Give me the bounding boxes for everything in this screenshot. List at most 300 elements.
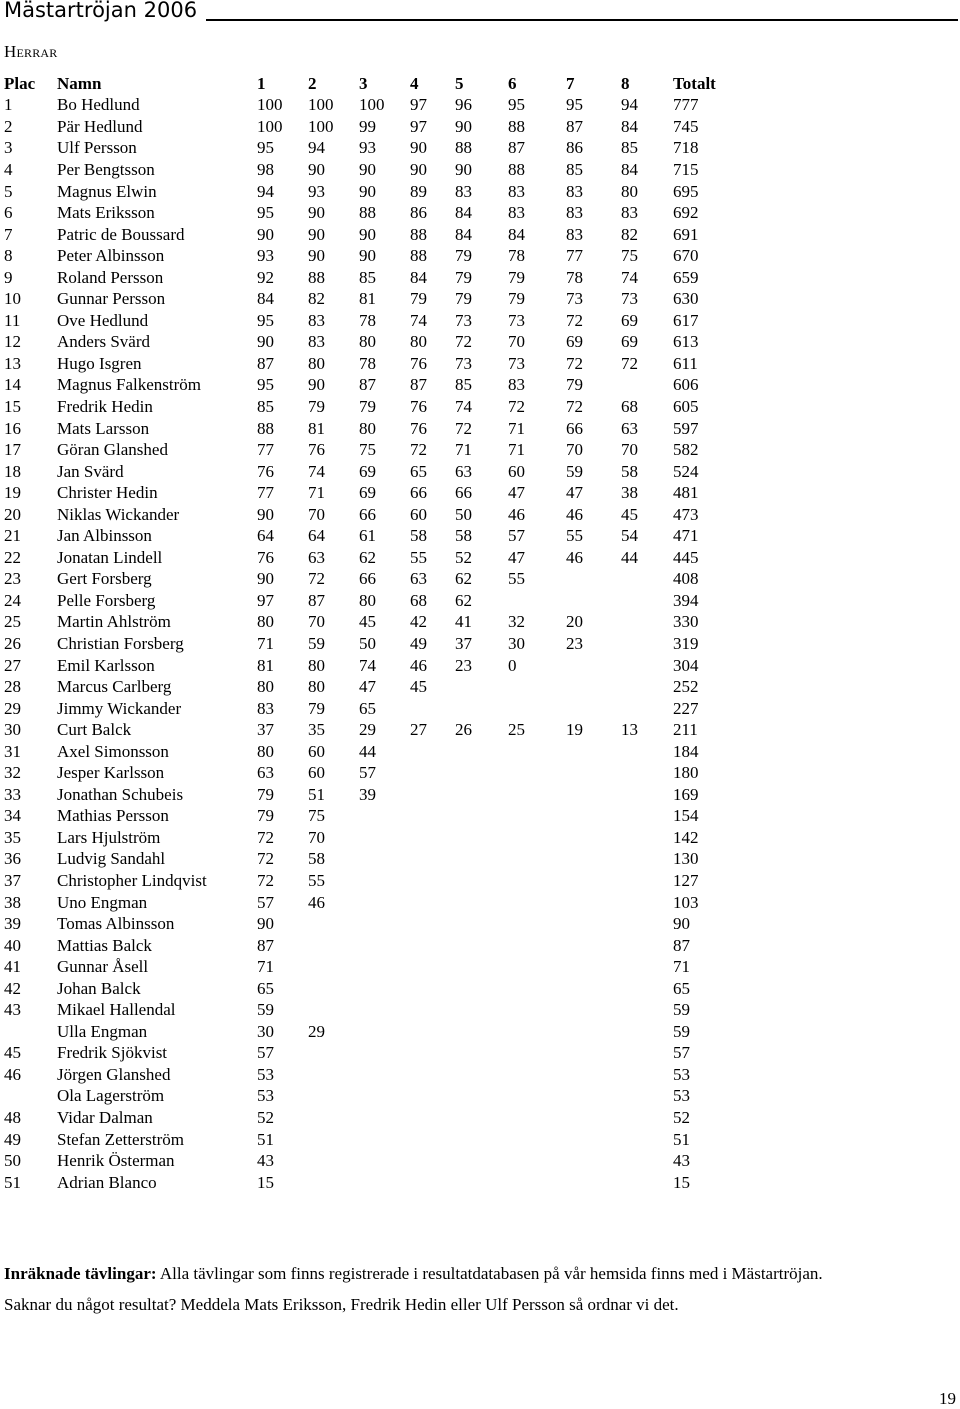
- plac-cell: 7: [4, 224, 13, 244]
- total-cell: 408: [673, 569, 699, 589]
- r2-cell: 72: [308, 569, 325, 589]
- plac-cell: 13: [4, 353, 21, 373]
- r8-cell: 83: [621, 203, 638, 223]
- total-cell: 597: [673, 418, 699, 438]
- r7-cell: [566, 1172, 621, 1194]
- r5-cell: 88: [455, 138, 472, 158]
- name-cell: Lars Hjulström: [57, 827, 161, 847]
- r6-cell: 46: [508, 504, 525, 524]
- r8-cell: 73: [621, 289, 638, 309]
- r4-cell: [410, 1021, 455, 1043]
- plac-cell: 38: [4, 892, 21, 912]
- r5-cell: [455, 698, 508, 720]
- column-header: 7: [566, 73, 575, 93]
- name-cell: Christian Forsberg: [57, 633, 184, 653]
- r5-cell: 90: [455, 159, 472, 179]
- r1-cell: 80: [257, 612, 274, 632]
- r5-cell: [455, 741, 508, 763]
- r6-cell: 72: [508, 396, 525, 416]
- r6-cell: [508, 763, 566, 785]
- table-row: [4, 202, 733, 224]
- name-cell: Bo Hedlund: [57, 95, 140, 115]
- table-row: [4, 590, 733, 612]
- total-cell: 252: [673, 677, 699, 697]
- r7-cell: 59: [566, 461, 583, 481]
- r8-cell: 70: [621, 440, 638, 460]
- r1-cell: 37: [257, 720, 274, 740]
- page-title: Mästartröjan 2006: [4, 0, 198, 22]
- plac-cell: 20: [4, 504, 21, 524]
- r1-cell: 79: [257, 806, 274, 826]
- r3-cell: 93: [359, 138, 376, 158]
- r4-cell: 45: [410, 677, 427, 697]
- r1-cell: 71: [257, 957, 274, 977]
- total-cell: 481: [673, 483, 699, 503]
- r6-cell: 73: [508, 353, 525, 373]
- name-cell: Johan Balck: [57, 978, 141, 998]
- total-cell: 59: [673, 1021, 690, 1041]
- r2-cell: 100: [308, 116, 334, 136]
- r7-cell: [566, 569, 621, 591]
- r4-cell: [410, 698, 455, 720]
- r5-cell: [455, 806, 508, 828]
- plac-cell: [4, 1021, 57, 1043]
- r8-cell: 54: [621, 526, 638, 546]
- r5-cell: [455, 870, 508, 892]
- plac-cell: 45: [4, 1043, 21, 1063]
- r4-cell: [410, 913, 455, 935]
- r8-cell: 75: [621, 246, 638, 266]
- r6-cell: 0: [508, 655, 517, 675]
- plac-cell: 41: [4, 957, 21, 977]
- plac-cell: 26: [4, 633, 21, 653]
- r6-cell: [508, 956, 566, 978]
- r8-cell: [621, 913, 673, 935]
- plac-cell: 22: [4, 547, 21, 567]
- r7-cell: [566, 784, 621, 806]
- r8-cell: [621, 569, 673, 591]
- plac-cell: 49: [4, 1129, 21, 1149]
- r3-cell: 90: [359, 224, 376, 244]
- r3-cell: [359, 1129, 410, 1151]
- r5-cell: [455, 827, 508, 849]
- r3-cell: [359, 1172, 410, 1194]
- column-header: Plac: [4, 73, 36, 93]
- r7-cell: 20: [566, 612, 583, 632]
- r7-cell: 69: [566, 332, 583, 352]
- r7-cell: [566, 827, 621, 849]
- table-row: [4, 698, 733, 720]
- r2-cell: 60: [308, 741, 325, 761]
- plac-cell: 28: [4, 677, 21, 697]
- r8-cell: 84: [621, 116, 638, 136]
- r2-cell: 82: [308, 289, 325, 309]
- r6-cell: 78: [508, 246, 525, 266]
- r3-cell: 61: [359, 526, 376, 546]
- r2-cell: 29: [308, 1021, 325, 1041]
- r6-cell: [508, 849, 566, 871]
- r5-cell: [455, 913, 508, 935]
- r5-cell: [455, 978, 508, 1000]
- r2-cell: 55: [308, 871, 325, 890]
- r1-cell: 90: [257, 914, 274, 934]
- r5-cell: 62: [455, 590, 472, 610]
- r8-cell: [621, 676, 673, 698]
- name-cell: Christer Hedin: [57, 483, 158, 503]
- r2-cell: [308, 978, 359, 1000]
- r7-cell: [566, 1064, 621, 1086]
- r8-cell: [621, 784, 673, 806]
- r1-cell: 95: [257, 375, 274, 395]
- table-row: [4, 181, 733, 203]
- name-cell: Marcus Carlberg: [57, 677, 172, 697]
- name-cell: Jonatan Lindell: [57, 547, 163, 567]
- r7-cell: 85: [566, 159, 583, 179]
- r7-cell: [566, 590, 621, 612]
- table-row: [4, 719, 733, 741]
- r6-cell: 88: [508, 116, 525, 136]
- r3-cell: 62: [359, 547, 376, 567]
- r6-cell: [508, 1000, 566, 1022]
- table-row: [4, 806, 733, 828]
- plac-cell: 1: [4, 95, 13, 115]
- r2-cell: 74: [308, 461, 325, 481]
- r4-cell: 89: [410, 181, 427, 201]
- table-row: [4, 288, 733, 310]
- r1-cell: 51: [257, 1129, 274, 1149]
- plac-cell: 4: [4, 159, 13, 179]
- r4-cell: [410, 1043, 455, 1065]
- r6-cell: 83: [508, 203, 525, 223]
- r4-cell: 76: [410, 418, 427, 438]
- total-cell: 103: [673, 892, 699, 912]
- plac-cell: 18: [4, 461, 21, 481]
- r5-cell: 83: [455, 181, 472, 201]
- total-cell: 630: [673, 289, 699, 309]
- r1-cell: 63: [257, 763, 274, 783]
- r1-cell: 94: [257, 181, 274, 201]
- r2-cell: 88: [308, 267, 325, 287]
- name-cell: Tomas Albinsson: [57, 914, 175, 934]
- r7-cell: 55: [566, 526, 583, 546]
- r7-cell: 23: [566, 633, 583, 653]
- r6-cell: [508, 784, 566, 806]
- r5-cell: [455, 1064, 508, 1086]
- r1-cell: 97: [257, 590, 274, 610]
- name-cell: Christopher Lindqvist: [57, 871, 207, 890]
- r4-cell: [410, 978, 455, 1000]
- r1-cell: 83: [257, 698, 274, 718]
- r8-cell: [621, 1086, 673, 1108]
- table-row: [4, 159, 733, 181]
- r8-cell: [621, 741, 673, 763]
- r4-cell: [410, 1000, 455, 1022]
- name-cell: Hugo Isgren: [57, 353, 142, 373]
- table-row: [4, 655, 733, 677]
- r2-cell: 70: [308, 612, 325, 632]
- total-cell: 304: [673, 655, 699, 675]
- plac-cell: 11: [4, 310, 21, 330]
- r6-cell: [508, 1172, 566, 1194]
- r5-cell: [455, 1129, 508, 1151]
- r6-cell: 55: [508, 569, 525, 589]
- r2-cell: 83: [308, 332, 325, 352]
- r4-cell: 74: [410, 310, 427, 330]
- r6-cell: 47: [508, 483, 525, 503]
- table-row: [4, 482, 733, 504]
- r7-cell: [566, 655, 621, 677]
- column-header: 1: [257, 73, 266, 93]
- plac-cell: 48: [4, 1108, 21, 1128]
- r7-cell: [566, 1043, 621, 1065]
- r3-cell: 90: [359, 181, 376, 201]
- name-cell: Jan Albinsson: [57, 526, 152, 546]
- r6-cell: 30: [508, 633, 525, 653]
- r7-cell: 83: [566, 203, 583, 223]
- r1-cell: 43: [257, 1151, 274, 1171]
- r3-cell: 80: [359, 590, 376, 610]
- r2-cell: [308, 1172, 359, 1194]
- name-cell: Jan Svärd: [57, 461, 124, 481]
- r6-cell: [508, 590, 566, 612]
- r1-cell: 80: [257, 677, 274, 697]
- r2-cell: [308, 1043, 359, 1065]
- r7-cell: [566, 956, 621, 978]
- total-cell: 57: [673, 1043, 690, 1063]
- plac-cell: 16: [4, 418, 21, 438]
- name-cell: Uno Engman: [57, 892, 148, 912]
- table-row: [4, 1086, 733, 1108]
- r5-cell: 84: [455, 203, 472, 223]
- table-row: [4, 224, 733, 246]
- table-row: [4, 612, 733, 634]
- r7-cell: 73: [566, 289, 583, 309]
- r6-cell: [508, 1064, 566, 1086]
- plac-cell: 19: [4, 483, 21, 503]
- name-cell: Martin Ahlström: [57, 612, 171, 632]
- r3-cell: 75: [359, 440, 376, 460]
- r8-cell: 69: [621, 332, 638, 352]
- name-cell: Göran Glanshed: [57, 440, 168, 460]
- r2-cell: 90: [308, 159, 325, 179]
- table-row: [4, 676, 733, 698]
- total-cell: 670: [673, 246, 699, 266]
- r3-cell: [359, 935, 410, 957]
- r3-cell: 78: [359, 353, 376, 373]
- r8-cell: [621, 375, 673, 397]
- total-cell: 471: [673, 526, 699, 546]
- footer-label: Inräknade tävlingar:: [4, 1264, 157, 1283]
- total-cell: 613: [673, 332, 699, 352]
- total-cell: 130: [673, 849, 699, 869]
- r6-cell: 83: [508, 181, 525, 201]
- name-cell: Per Bengtsson: [57, 159, 155, 179]
- r3-cell: 45: [359, 612, 376, 632]
- r1-cell: 57: [257, 892, 274, 912]
- r1-cell: 95: [257, 203, 274, 223]
- total-cell: 582: [673, 440, 699, 460]
- r3-cell: 29: [359, 720, 376, 740]
- r8-cell: 68: [621, 396, 638, 416]
- r4-cell: [410, 1129, 455, 1151]
- r3-cell: [359, 1107, 410, 1129]
- r1-cell: 84: [257, 289, 274, 309]
- r3-cell: 80: [359, 332, 376, 352]
- name-cell: Jonathan Schubeis: [57, 784, 184, 804]
- page-number: 19: [939, 1389, 956, 1408]
- plac-cell: 35: [4, 827, 21, 847]
- r7-cell: 72: [566, 396, 583, 416]
- r1-cell: 53: [257, 1086, 274, 1106]
- r4-cell: 90: [410, 159, 427, 179]
- total-cell: 524: [673, 461, 699, 481]
- r7-cell: [566, 935, 621, 957]
- r6-cell: [508, 913, 566, 935]
- r4-cell: [410, 806, 455, 828]
- r6-cell: 95: [508, 95, 525, 115]
- r5-cell: 73: [455, 310, 472, 330]
- r2-cell: 58: [308, 849, 325, 869]
- table-row: [4, 353, 733, 375]
- name-cell: Niklas Wickander: [57, 504, 180, 524]
- r5-cell: [455, 1043, 508, 1065]
- r6-cell: [508, 978, 566, 1000]
- total-cell: 692: [673, 203, 699, 223]
- r7-cell: 72: [566, 353, 583, 373]
- name-cell: Fredrik Sjökvist: [57, 1043, 168, 1063]
- r6-cell: 79: [508, 267, 525, 287]
- plac-cell: 10: [4, 289, 21, 309]
- r6-cell: [508, 827, 566, 849]
- r8-cell: [621, 1172, 673, 1194]
- r3-cell: [359, 1043, 410, 1065]
- total-cell: 180: [673, 763, 699, 783]
- r1-cell: 76: [257, 461, 274, 481]
- table-row: [4, 547, 733, 569]
- r8-cell: [621, 590, 673, 612]
- table-row: [4, 310, 733, 332]
- plac-cell: 40: [4, 935, 21, 955]
- r3-cell: 90: [359, 159, 376, 179]
- table-row: [4, 245, 733, 267]
- plac-cell: 37: [4, 871, 21, 890]
- results-table: [4, 73, 733, 1193]
- r1-cell: 95: [257, 310, 274, 330]
- total-cell: 777: [673, 95, 699, 115]
- r4-cell: [410, 1064, 455, 1086]
- r3-cell: [359, 1086, 410, 1108]
- r2-cell: 71: [308, 483, 325, 503]
- r5-cell: 58: [455, 526, 472, 546]
- r7-cell: [566, 913, 621, 935]
- total-cell: 142: [673, 827, 699, 847]
- r4-cell: 63: [410, 569, 427, 589]
- total-cell: 65: [673, 978, 690, 998]
- r2-cell: [308, 1150, 359, 1172]
- r4-cell: 60: [410, 504, 427, 524]
- r6-cell: 71: [508, 440, 525, 460]
- column-header: 2: [308, 73, 317, 93]
- r4-cell: 66: [410, 483, 427, 503]
- r3-cell: 50: [359, 633, 376, 653]
- table-row: [4, 935, 733, 957]
- r4-cell: [410, 935, 455, 957]
- r7-cell: 66: [566, 418, 583, 438]
- table-row: [4, 956, 733, 978]
- total-cell: 127: [673, 871, 699, 890]
- table-row: [4, 1021, 733, 1043]
- total-cell: 71: [673, 957, 690, 977]
- total-cell: 154: [673, 806, 699, 826]
- r1-cell: 87: [257, 935, 274, 955]
- r4-cell: [410, 849, 455, 871]
- r7-cell: [566, 1129, 621, 1151]
- r7-cell: [566, 806, 621, 828]
- r1-cell: 100: [257, 116, 283, 136]
- total-cell: 52: [673, 1108, 690, 1128]
- r3-cell: [359, 849, 410, 871]
- r1-cell: 72: [257, 871, 274, 890]
- r1-cell: 92: [257, 267, 274, 287]
- r3-cell: [359, 1000, 410, 1022]
- r5-cell: 73: [455, 353, 472, 373]
- r1-cell: 79: [257, 784, 274, 804]
- r5-cell: 72: [455, 418, 472, 438]
- r2-cell: 60: [308, 763, 325, 783]
- r2-cell: 64: [308, 526, 325, 546]
- total-cell: 169: [673, 784, 699, 804]
- r7-cell: 95: [566, 95, 583, 115]
- r2-cell: 59: [308, 633, 325, 653]
- r3-cell: [359, 806, 410, 828]
- r1-cell: 81: [257, 655, 274, 675]
- r6-cell: 47: [508, 547, 525, 567]
- r8-cell: [621, 806, 673, 828]
- name-cell: Ulla Engman: [57, 1021, 148, 1041]
- name-cell: Roland Persson: [57, 267, 164, 287]
- plac-cell: 46: [4, 1064, 21, 1084]
- r7-cell: 46: [566, 547, 583, 567]
- name-cell: Ola Lagerström: [57, 1086, 165, 1106]
- r5-cell: 74: [455, 396, 472, 416]
- total-cell: 695: [673, 181, 699, 201]
- plac-cell: 34: [4, 806, 21, 826]
- r7-cell: 86: [566, 138, 583, 158]
- footer-note-2: Saknar du något resultat? Meddela Mats Eriksson, Fredrik Hedin eller Ulf Persson så ordnar vi det.: [4, 1295, 679, 1314]
- column-header: Totalt: [673, 73, 716, 93]
- r8-cell: 74: [621, 267, 638, 287]
- total-cell: 606: [673, 375, 699, 395]
- total-cell: 15: [673, 1172, 690, 1192]
- name-cell: Emil Karlsson: [57, 655, 155, 675]
- footer-text: Alla tävlingar som finns registrerade i resultatdatabasen på vår hemsida finns med i Mästartröjan.: [156, 1264, 823, 1283]
- total-cell: 691: [673, 224, 699, 244]
- name-cell: Curt Balck: [57, 720, 132, 740]
- r4-cell: [410, 892, 455, 914]
- r3-cell: 85: [359, 267, 376, 287]
- r5-cell: [455, 1172, 508, 1194]
- r3-cell: 90: [359, 246, 376, 266]
- r6-cell: [508, 1043, 566, 1065]
- name-cell: Ulf Persson: [57, 138, 137, 158]
- plac-cell: 27: [4, 655, 21, 675]
- total-cell: 718: [673, 138, 699, 158]
- table-row: [4, 633, 733, 655]
- r3-cell: 66: [359, 569, 376, 589]
- r8-cell: [621, 1150, 673, 1172]
- plac-cell: 25: [4, 612, 21, 632]
- r4-cell: [410, 1086, 455, 1108]
